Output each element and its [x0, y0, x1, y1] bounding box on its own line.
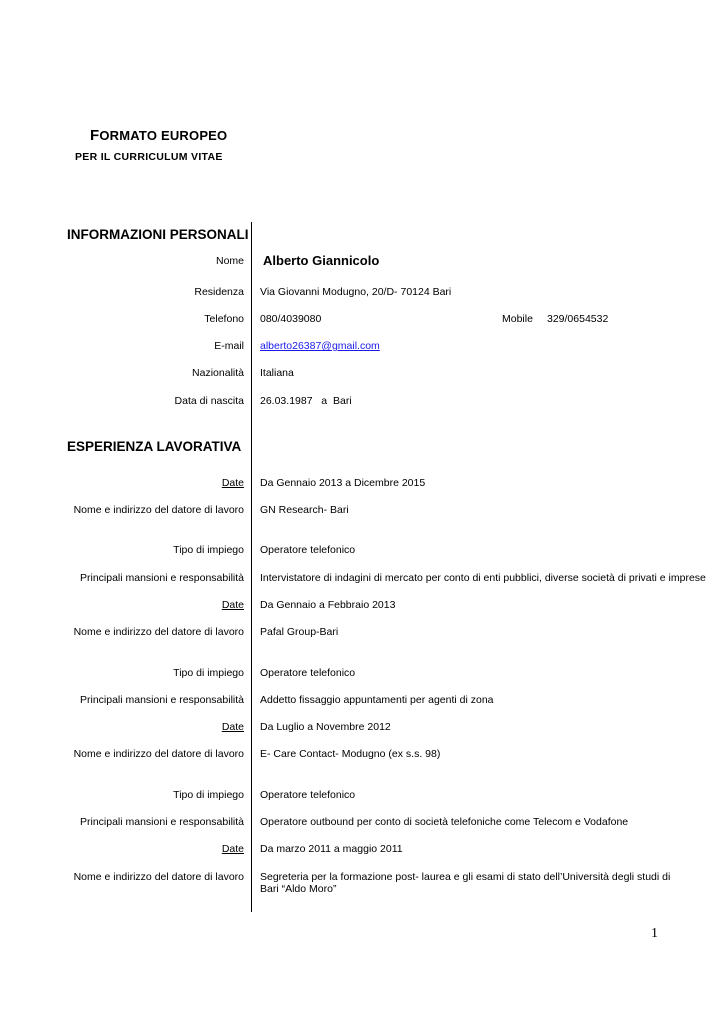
row-nationality — [0, 367, 724, 387]
job-employer: Pafal Group-Bari — [260, 626, 339, 638]
mobile-label: Mobile — [502, 313, 533, 325]
document-subtitle: PER IL CURRICULUM VITAE — [75, 151, 223, 163]
job-type-label: Tipo di impiego — [173, 789, 244, 801]
job-type-label: Tipo di impiego — [173, 544, 244, 556]
title-initial: F — [90, 127, 100, 144]
job-duties: Operatore outbound per conto di società telefoniche come Telecom e Vodafone — [260, 816, 629, 828]
employer-label: Nome e indirizzo del datore di lavoro — [73, 504, 244, 516]
address-value: Via Giovanni Modugno, 20/D- 70124 Bari — [260, 286, 452, 298]
job-3-type-row — [0, 789, 724, 809]
birth-value: 26.03.1987 a Bari — [260, 395, 352, 407]
mobile-value: 329/0654532 — [547, 313, 609, 325]
job-1-employer-row — [0, 504, 724, 524]
date-label: Date — [221, 721, 244, 733]
date-label: Date — [221, 599, 244, 611]
employer-label: Nome e indirizzo del datore di lavoro — [73, 626, 244, 638]
section-title-experience: ESPERIENZA LAVORATIVA — [67, 439, 242, 454]
document-title — [90, 127, 227, 144]
duties-label: Principali mansioni e responsabilità — [79, 572, 244, 584]
job-3-employer-row — [0, 748, 724, 768]
name-value: Alberto Giannicolo — [263, 253, 380, 268]
birth-label: Data di nascita — [174, 395, 244, 407]
job-4-date-row — [0, 843, 724, 863]
job-3-duties-row — [0, 816, 724, 836]
date-label: Date — [221, 843, 244, 855]
job-type: Operatore telefonico — [260, 667, 356, 679]
job-2-employer-row — [0, 626, 724, 646]
row-email — [0, 340, 724, 360]
address-label: Residenza — [194, 286, 244, 298]
duties-label: Principali mansioni e responsabilità — [79, 694, 244, 706]
job-employer: GN Research- Bari — [260, 504, 349, 516]
employer-label: Nome e indirizzo del datore di lavoro — [73, 871, 244, 883]
job-employer: E- Care Contact- Modugno (ex s.s. 98) — [260, 748, 441, 760]
row-birth — [0, 395, 724, 415]
name-label: Nome — [215, 255, 244, 267]
job-2-duties-row — [0, 694, 724, 714]
section-title-personal: INFORMAZIONI PERSONALI — [67, 227, 249, 242]
job-date: Da marzo 2011 a maggio 2011 — [260, 843, 403, 855]
row-phone — [0, 313, 724, 333]
phone-label: Telefono — [204, 313, 244, 325]
job-type: Operatore telefonico — [260, 789, 356, 801]
page-number: 1 — [651, 926, 658, 941]
job-duties: Intervistatore di indagini di mercato per conto di enti pubblici, diverse società di privati e imprese — [260, 572, 706, 584]
nationality-label: Nazionalità — [192, 367, 244, 379]
job-1-date-row — [0, 477, 724, 497]
row-address — [0, 286, 724, 306]
email-link[interactable]: alberto26387@gmail.com — [260, 340, 380, 352]
job-date: Da Gennaio 2013 a Dicembre 2015 — [260, 477, 426, 489]
job-2-date-row — [0, 599, 724, 619]
email-label: E-mail — [214, 340, 244, 352]
row-name — [0, 255, 724, 275]
job-3-date-row — [0, 721, 724, 741]
phone-value: 080/4039080 — [260, 313, 322, 325]
job-date: Da Gennaio a Febbraio 2013 — [260, 599, 396, 611]
nationality-value: Italiana — [260, 367, 294, 379]
job-type-label: Tipo di impiego — [173, 667, 244, 679]
duties-label: Principali mansioni e responsabilità — [79, 816, 244, 828]
employer-label: Nome e indirizzo del datore di lavoro — [73, 748, 244, 760]
job-duties: Addetto fissaggio appuntamenti per agenti di zona — [260, 694, 494, 706]
job-employer: Segreteria per la formazione post- laurea e gli esami di stato dell’Università degli studi di Bari “Aldo Moro” — [260, 871, 671, 895]
job-4-employer-row — [0, 871, 724, 895]
job-1-duties-row — [0, 572, 724, 592]
job-date: Da Luglio a Novembre 2012 — [260, 721, 391, 733]
title-rest: ORMATO EUROPEO — [99, 128, 228, 143]
date-label: Date — [221, 477, 244, 489]
job-2-type-row — [0, 667, 724, 687]
job-1-type-row — [0, 544, 724, 564]
job-type: Operatore telefonico — [260, 544, 356, 556]
